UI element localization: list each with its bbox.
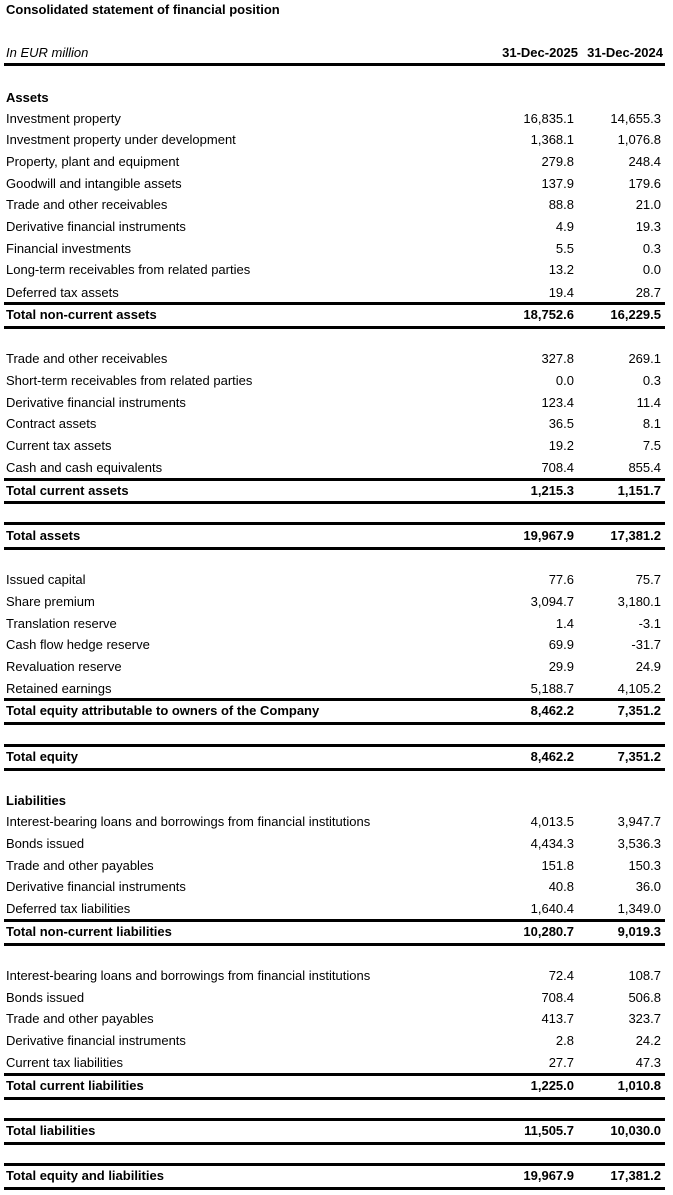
value-2024: 3,536.3	[617, 836, 661, 851]
value-2025: 5.5	[555, 241, 574, 256]
total-rule	[4, 698, 665, 701]
total-rule	[4, 1187, 665, 1190]
value-2024: 19.3	[635, 219, 661, 234]
value-2024: 269.1	[628, 351, 661, 366]
line-item-row	[6, 240, 663, 258]
row-label: Trade and other receivables	[6, 351, 168, 366]
value-2024: 0.0	[642, 262, 661, 277]
value-2024: 855.4	[628, 460, 661, 475]
column-2024-header: 31-Dec-2024	[587, 45, 663, 60]
value-2024: 0.3	[642, 241, 661, 256]
total-rule	[4, 919, 665, 922]
total-row	[6, 1077, 663, 1095]
row-label: Cash and cash equivalents	[6, 460, 163, 475]
value-2024: 17,381.2	[610, 1168, 661, 1183]
total-rule	[4, 1142, 665, 1145]
total-row	[6, 482, 663, 500]
section-assets: Assets	[6, 90, 49, 105]
line-item-row	[6, 878, 663, 896]
row-label: Bonds issued	[6, 990, 85, 1005]
value-2024: 14,655.3	[610, 111, 661, 126]
line-item-row	[6, 394, 663, 412]
row-label: Trade and other payables	[6, 1011, 154, 1026]
value-2024: 3,947.7	[617, 814, 661, 829]
total-rule	[4, 326, 665, 329]
line-item-row	[6, 459, 663, 477]
total-row	[6, 306, 663, 324]
value-2025: 10,280.7	[523, 924, 574, 939]
value-2024: -31.7	[631, 637, 661, 652]
value-2025: 18,752.6	[523, 307, 574, 322]
value-2024: 1,349.0	[617, 901, 661, 916]
value-2024: 150.3	[628, 858, 661, 873]
line-item-row	[6, 900, 663, 918]
row-label: Derivative financial instruments	[6, 395, 186, 410]
row-label: Financial investments	[6, 241, 131, 256]
value-2025: 708.4	[541, 990, 574, 1005]
value-2025: 1,225.0	[530, 1078, 574, 1093]
value-2025: 29.9	[548, 659, 574, 674]
value-2024: 3,180.1	[617, 594, 661, 609]
value-2024: 1,010.8	[617, 1078, 661, 1093]
column-2025-header: 31-Dec-2025	[502, 45, 578, 60]
row-label: Share premium	[6, 594, 95, 609]
line-item-row	[6, 857, 663, 875]
row-label: Long-term receivables from related parties	[6, 262, 251, 277]
total-row	[6, 923, 663, 941]
value-2025: 1,640.4	[530, 901, 574, 916]
total-row	[6, 702, 663, 720]
row-label: Derivative financial instruments	[6, 879, 186, 894]
row-label: Short-term receivables from related parties	[6, 373, 253, 388]
row-label: Derivative financial instruments	[6, 219, 186, 234]
header-rule	[4, 63, 665, 66]
row-label: Total equity attributable to owners of the Company	[6, 703, 320, 718]
line-item-row	[6, 218, 663, 236]
total-rule	[4, 744, 665, 747]
row-label: Deferred tax liabilities	[6, 901, 131, 916]
total-rule	[4, 501, 665, 504]
total-rule	[4, 1097, 665, 1100]
value-2025: 8,462.2	[530, 749, 574, 764]
value-2025: 16,835.1	[523, 111, 574, 126]
value-2025: 69.9	[548, 637, 574, 652]
value-2025: 40.8	[548, 879, 574, 894]
line-item-row	[6, 571, 663, 589]
row-label: Derivative financial instruments	[6, 1033, 186, 1048]
value-2025: 36.5	[548, 416, 574, 431]
value-2024: 7.5	[642, 438, 661, 453]
row-label: Total equity	[6, 749, 78, 764]
value-2025: 3,094.7	[530, 594, 574, 609]
row-label: Bonds issued	[6, 836, 85, 851]
row-label: Deferred tax assets	[6, 285, 119, 300]
row-label: Cash flow hedge reserve	[6, 637, 150, 652]
row-label: Revaluation reserve	[6, 659, 122, 674]
value-2025: 19.2	[548, 438, 574, 453]
value-2025: 88.8	[548, 197, 574, 212]
total-rule	[4, 302, 665, 305]
line-item-row	[6, 1010, 663, 1028]
row-label: Retained earnings	[6, 681, 112, 696]
row-label: Goodwill and intangible assets	[6, 176, 182, 191]
value-2024: 108.7	[628, 968, 661, 983]
row-label: Issued capital	[6, 572, 86, 587]
value-2025: 19,967.9	[523, 528, 574, 543]
value-2024: 8.1	[642, 416, 661, 431]
value-2024: 1,151.7	[617, 483, 661, 498]
value-2025: 137.9	[541, 176, 574, 191]
total-rule	[4, 768, 665, 771]
value-2024: 75.7	[635, 572, 661, 587]
value-2025: 413.7	[541, 1011, 574, 1026]
total-rule	[4, 943, 665, 946]
line-item-row	[6, 680, 663, 698]
line-item-row	[6, 110, 663, 128]
line-item-row	[6, 835, 663, 853]
value-2024: 28.7	[635, 285, 661, 300]
value-2024: 0.3	[642, 373, 661, 388]
value-2025: 19.4	[548, 285, 574, 300]
value-2024: 47.3	[635, 1055, 661, 1070]
value-2024: 1,076.8	[617, 132, 661, 147]
value-2025: 0.0	[555, 373, 574, 388]
line-item-row	[6, 636, 663, 654]
value-2024: 323.7	[628, 1011, 661, 1026]
value-2025: 72.4	[548, 968, 574, 983]
line-item-row	[6, 131, 663, 149]
row-label: Contract assets	[6, 416, 97, 431]
value-2024: 11.4	[636, 395, 661, 410]
line-item-row	[6, 813, 663, 831]
value-2024: 24.9	[635, 659, 661, 674]
value-2025: 151.8	[541, 858, 574, 873]
total-row	[6, 527, 663, 545]
value-2025: 1,368.1	[530, 132, 574, 147]
line-item-row	[6, 437, 663, 455]
value-2025: 4,434.3	[530, 836, 574, 851]
section-liabilities: Liabilities	[6, 793, 66, 808]
line-item-row	[6, 1032, 663, 1050]
row-label: Current tax liabilities	[6, 1055, 124, 1070]
total-row	[6, 1167, 663, 1185]
value-2025: 327.8	[541, 351, 574, 366]
value-2025: 4.9	[555, 219, 574, 234]
row-label: Investment property	[6, 111, 121, 126]
unit-label: In EUR million	[6, 45, 89, 60]
value-2024: 36.0	[635, 879, 661, 894]
value-2024: 10,030.0	[610, 1123, 661, 1138]
line-item-row	[6, 415, 663, 433]
value-2024: -3.1	[638, 616, 661, 631]
value-2025: 11,505.7	[524, 1123, 574, 1138]
total-rule	[4, 1073, 665, 1076]
value-2025: 8,462.2	[530, 703, 574, 718]
value-2025: 708.4	[541, 460, 574, 475]
total-rule	[4, 1118, 665, 1121]
value-2025: 13.2	[548, 262, 574, 277]
line-item-row	[6, 615, 663, 633]
total-rule	[4, 722, 665, 725]
line-item-row	[6, 1054, 663, 1072]
total-rule	[4, 478, 665, 481]
total-rule	[4, 547, 665, 550]
value-2024: 24.2	[635, 1033, 661, 1048]
row-label: Total current assets	[6, 483, 129, 498]
value-2024: 7,351.2	[617, 749, 661, 764]
line-item-row	[6, 372, 663, 390]
row-label: Total assets	[6, 528, 81, 543]
line-item-row	[6, 284, 663, 302]
line-item-row	[6, 350, 663, 368]
row-label: Investment property under development	[6, 132, 236, 147]
value-2025: 4,013.5	[530, 814, 574, 829]
row-label: Interest-bearing loans and borrowings from financial institutions	[6, 814, 371, 829]
value-2025: 19,967.9	[523, 1168, 574, 1183]
value-2024: 248.4	[628, 154, 661, 169]
value-2024: 16,229.5	[610, 307, 661, 322]
value-2025: 2.8	[555, 1033, 574, 1048]
value-2025: 77.6	[548, 572, 574, 587]
row-label: Translation reserve	[6, 616, 117, 631]
total-row	[6, 748, 663, 766]
row-label: Total liabilities	[6, 1123, 96, 1138]
row-label: Trade and other receivables	[6, 197, 168, 212]
value-2024: 179.6	[628, 176, 661, 191]
value-2025: 123.4	[541, 395, 574, 410]
line-item-row	[6, 658, 663, 676]
line-item-row	[6, 967, 663, 985]
value-2024: 4,105.2	[617, 681, 661, 696]
value-2024: 9,019.3	[617, 924, 661, 939]
statement-title: Consolidated statement of financial position	[6, 2, 280, 17]
line-item-row	[6, 593, 663, 611]
row-label: Interest-bearing loans and borrowings from financial institutions	[6, 968, 371, 983]
value-2024: 17,381.2	[610, 528, 661, 543]
total-row	[6, 1122, 663, 1140]
value-2024: 506.8	[628, 990, 661, 1005]
row-label: Total equity and liabilities	[6, 1168, 164, 1183]
line-item-row	[6, 196, 663, 214]
value-2024: 21.0	[635, 197, 661, 212]
value-2025: 279.8	[541, 154, 574, 169]
total-rule	[4, 1163, 665, 1166]
line-item-row	[6, 989, 663, 1007]
row-label: Property, plant and equipment	[6, 154, 180, 169]
line-item-row	[6, 175, 663, 193]
value-2025: 27.7	[548, 1055, 574, 1070]
value-2025: 1.4	[555, 616, 574, 631]
total-rule	[4, 522, 665, 525]
value-2025: 5,188.7	[530, 681, 574, 696]
row-label: Total non-current assets	[6, 307, 157, 322]
row-label: Total non-current liabilities	[6, 924, 172, 939]
row-label: Current tax assets	[6, 438, 112, 453]
value-2024: 7,351.2	[617, 703, 661, 718]
row-label: Total current liabilities	[6, 1078, 144, 1093]
line-item-row	[6, 261, 663, 279]
value-2025: 1,215.3	[530, 483, 574, 498]
row-label: Trade and other payables	[6, 858, 154, 873]
line-item-row	[6, 153, 663, 171]
column-header	[6, 45, 663, 63]
